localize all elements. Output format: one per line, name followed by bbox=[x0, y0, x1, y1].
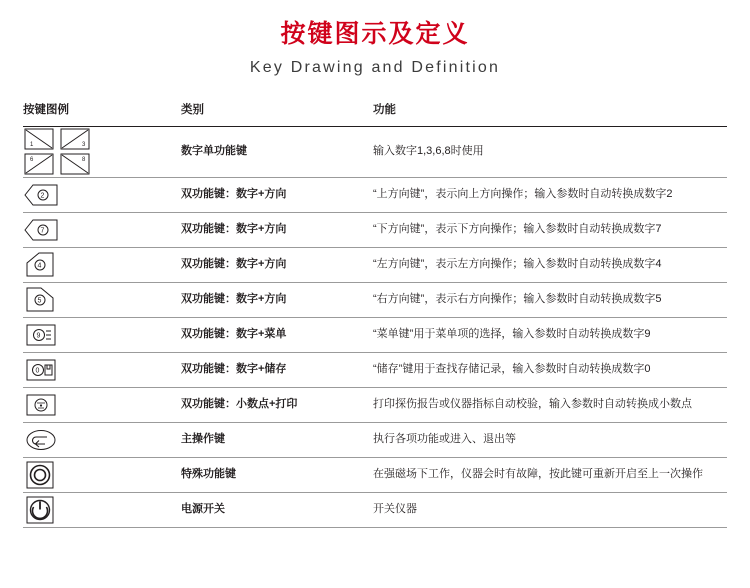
svg-text:2: 2 bbox=[40, 192, 45, 199]
column-header-category: 类别 bbox=[181, 101, 373, 127]
key-function: “储存”键用于查找存储记录，输入参数时自动转换成数字0 bbox=[373, 352, 727, 387]
column-header-icon: 按键图例 bbox=[23, 101, 181, 127]
table-row bbox=[23, 177, 727, 212]
table-row bbox=[23, 387, 727, 422]
key-function: 在强磁场下工作，仪器会时有故障，按此键可重新开启至上一次操作 bbox=[373, 457, 727, 492]
key-function: 执行各项功能或进入、退出等 bbox=[373, 422, 727, 457]
key-icon-cell bbox=[23, 457, 181, 492]
key-function: 开关仪器 bbox=[373, 492, 727, 527]
svg-text:0: 0 bbox=[35, 367, 40, 374]
key-function: “上方向键”，表示向上方向操作；输入参数时自动转换成数字2 bbox=[373, 177, 727, 212]
key-icon-cell bbox=[23, 212, 181, 247]
key-category: 双功能键：数字+方向 bbox=[181, 212, 373, 247]
right-arrow-key-icon bbox=[23, 286, 63, 314]
title-block bbox=[0, 0, 750, 77]
key-icon-cell bbox=[23, 126, 181, 177]
key-definition-table bbox=[23, 101, 727, 528]
table-row bbox=[23, 282, 727, 317]
enter-key-icon bbox=[23, 427, 63, 453]
left-arrow-key-icon bbox=[23, 251, 63, 279]
svg-text:5: 5 bbox=[37, 297, 42, 304]
up-arrow-key-icon bbox=[23, 182, 63, 208]
svg-text:3: 3 bbox=[82, 141, 86, 148]
key-icon-cell bbox=[23, 247, 181, 282]
key-function: “菜单键”用于菜单项的选择，输入参数时自动转换成数字9 bbox=[373, 317, 727, 352]
power-key-icon bbox=[23, 495, 63, 525]
column-header-function: 功能 bbox=[373, 101, 727, 127]
save-key-icon bbox=[23, 357, 63, 383]
key-category: 双功能键：数字+储存 bbox=[181, 352, 373, 387]
key-category: 双功能键：小数点+打印 bbox=[181, 387, 373, 422]
table-row bbox=[23, 247, 727, 282]
page-title-cn: 按键图示及定义 bbox=[280, 20, 470, 48]
svg-text:7: 7 bbox=[40, 227, 45, 234]
table-row bbox=[23, 317, 727, 352]
table-row bbox=[23, 492, 727, 527]
key-category: 双功能键：数字+菜单 bbox=[181, 317, 373, 352]
svg-text:4: 4 bbox=[37, 262, 42, 269]
table-row bbox=[23, 422, 727, 457]
key-function: “下方向键”，表示下方向操作；输入参数时自动转换成数字7 bbox=[373, 212, 727, 247]
svg-text:8: 8 bbox=[82, 156, 86, 163]
key-category: 双功能键：数字+方向 bbox=[181, 282, 373, 317]
svg-text:9: 9 bbox=[36, 332, 41, 339]
key-function: “左方向键”，表示左方向操作；输入参数时自动转换成数字4 bbox=[373, 247, 727, 282]
svg-text:1: 1 bbox=[30, 141, 34, 148]
four-arrow-number-keys-icon bbox=[23, 127, 95, 177]
key-category: 电源开关 bbox=[181, 492, 373, 527]
table-header-row bbox=[23, 101, 727, 127]
key-icon-cell bbox=[23, 422, 181, 457]
key-category: 数字单功能键 bbox=[181, 126, 373, 177]
key-icon-cell bbox=[23, 317, 181, 352]
key-function: 打印探伤报告或仪器指标自动校验，输入参数时自动转换成小数点 bbox=[373, 387, 727, 422]
key-category: 主操作键 bbox=[181, 422, 373, 457]
key-category: 双功能键：数字+方向 bbox=[181, 177, 373, 212]
key-category: 特殊功能键 bbox=[181, 457, 373, 492]
table-row bbox=[23, 126, 727, 177]
print-key-icon bbox=[23, 392, 63, 418]
page-title-en: Key Drawing and Definition bbox=[249, 58, 501, 76]
key-category: 双功能键：数字+方向 bbox=[181, 247, 373, 282]
menu-key-icon bbox=[23, 322, 63, 348]
key-icon-cell bbox=[23, 352, 181, 387]
key-icon-cell bbox=[23, 492, 181, 527]
svg-text:6: 6 bbox=[30, 156, 34, 163]
key-function: “右方向键”，表示右方向操作；输入参数时自动转换成数字5 bbox=[373, 282, 727, 317]
down-arrow-key-icon bbox=[23, 217, 63, 243]
table-row bbox=[23, 457, 727, 492]
table-row bbox=[23, 212, 727, 247]
key-icon-cell bbox=[23, 282, 181, 317]
reset-key-icon bbox=[23, 460, 63, 490]
key-icon-cell bbox=[23, 387, 181, 422]
key-function: 输入数字1,3,6,8时使用 bbox=[373, 126, 727, 177]
table-row bbox=[23, 352, 727, 387]
key-icon-cell bbox=[23, 177, 181, 212]
